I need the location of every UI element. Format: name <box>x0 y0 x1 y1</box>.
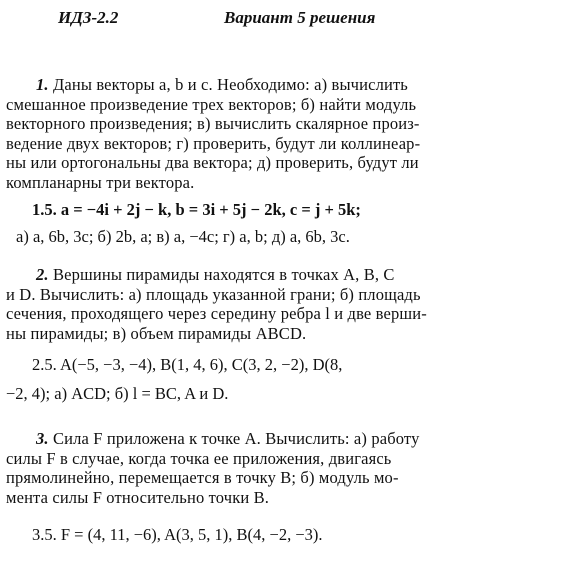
task-2-line: ны пирамиды; в) объем пирамиды ABCD. <box>6 323 307 343</box>
task-3-statement <box>6 429 522 507</box>
task-2-statement <box>6 265 522 343</box>
task-1-statement <box>6 75 522 192</box>
document-header <box>0 8 561 32</box>
task-1-answer-vectors: 1.5. a = −4i + 2j − k, b = 3i + 5j − 2k, c = j + 5k; <box>32 200 361 219</box>
task-2-line: и D. Вычислить: а) площадь указанной грани; б) площадь <box>6 284 421 304</box>
task-3-line <box>6 429 522 449</box>
task-1-line: ведение двух векторов; г) проверить, будут ли коллинеар- <box>6 133 421 153</box>
task-3-line: прямолинейно, перемещается в точку B; б) модуль мо- <box>6 468 399 487</box>
task-3-answer: 3.5. F = (4, 11, −6), A(3, 5, 1), B(4, −2, −3). <box>32 525 323 544</box>
task-1-line: ны или ортогональны два вектора; д) проверить, будут ли <box>6 153 419 172</box>
task-1-line <box>6 75 522 95</box>
task-3-text-0: Сила F приложена к точке A. Вычислить: а) работу <box>52 429 420 448</box>
task-2-number: 2. <box>36 265 49 284</box>
assignment-code: ИДЗ-2.2 <box>58 8 119 27</box>
task-1-text-0: Даны векторы a, b и c. Необходимо: а) вычислить <box>52 75 408 94</box>
task-1-line: смешанное произведение трех векторов; б) найти модуль <box>6 94 417 114</box>
task-1-line: векторного произведения; в) вычислить скалярное произ- <box>6 114 420 133</box>
task-2-answer-parts: −2, 4); а) ACD; б) l = BC, A и D. <box>6 384 229 403</box>
task-2-line <box>6 265 522 285</box>
task-3-number: 3. <box>36 429 49 448</box>
task-1-number: 1. <box>36 75 49 94</box>
task-2-answer-points: 2.5. A(−5, −3, −4), B(1, 4, 6), C(3, 2, −2), D(8, <box>32 355 343 374</box>
task-3-line: силы F в случае, когда точка ее приложения, двигаясь <box>6 448 392 468</box>
task-2-text-0: Вершины пирамиды находятся в точках A, B, C <box>52 265 395 284</box>
task-1-answer-parts: а) a, 6b, 3c; б) 2b, a; в) a, −4c; г) a, b; д) a, 6b, 3c. <box>16 227 350 246</box>
variant-title: Вариант 5 решения <box>224 8 376 27</box>
task-2-line: сечения, проходящего через середину ребра l и две верши- <box>6 304 427 323</box>
task-1-line: компланарны три вектора. <box>6 172 195 192</box>
task-3-line: мента силы F относительно точки B. <box>6 487 270 507</box>
